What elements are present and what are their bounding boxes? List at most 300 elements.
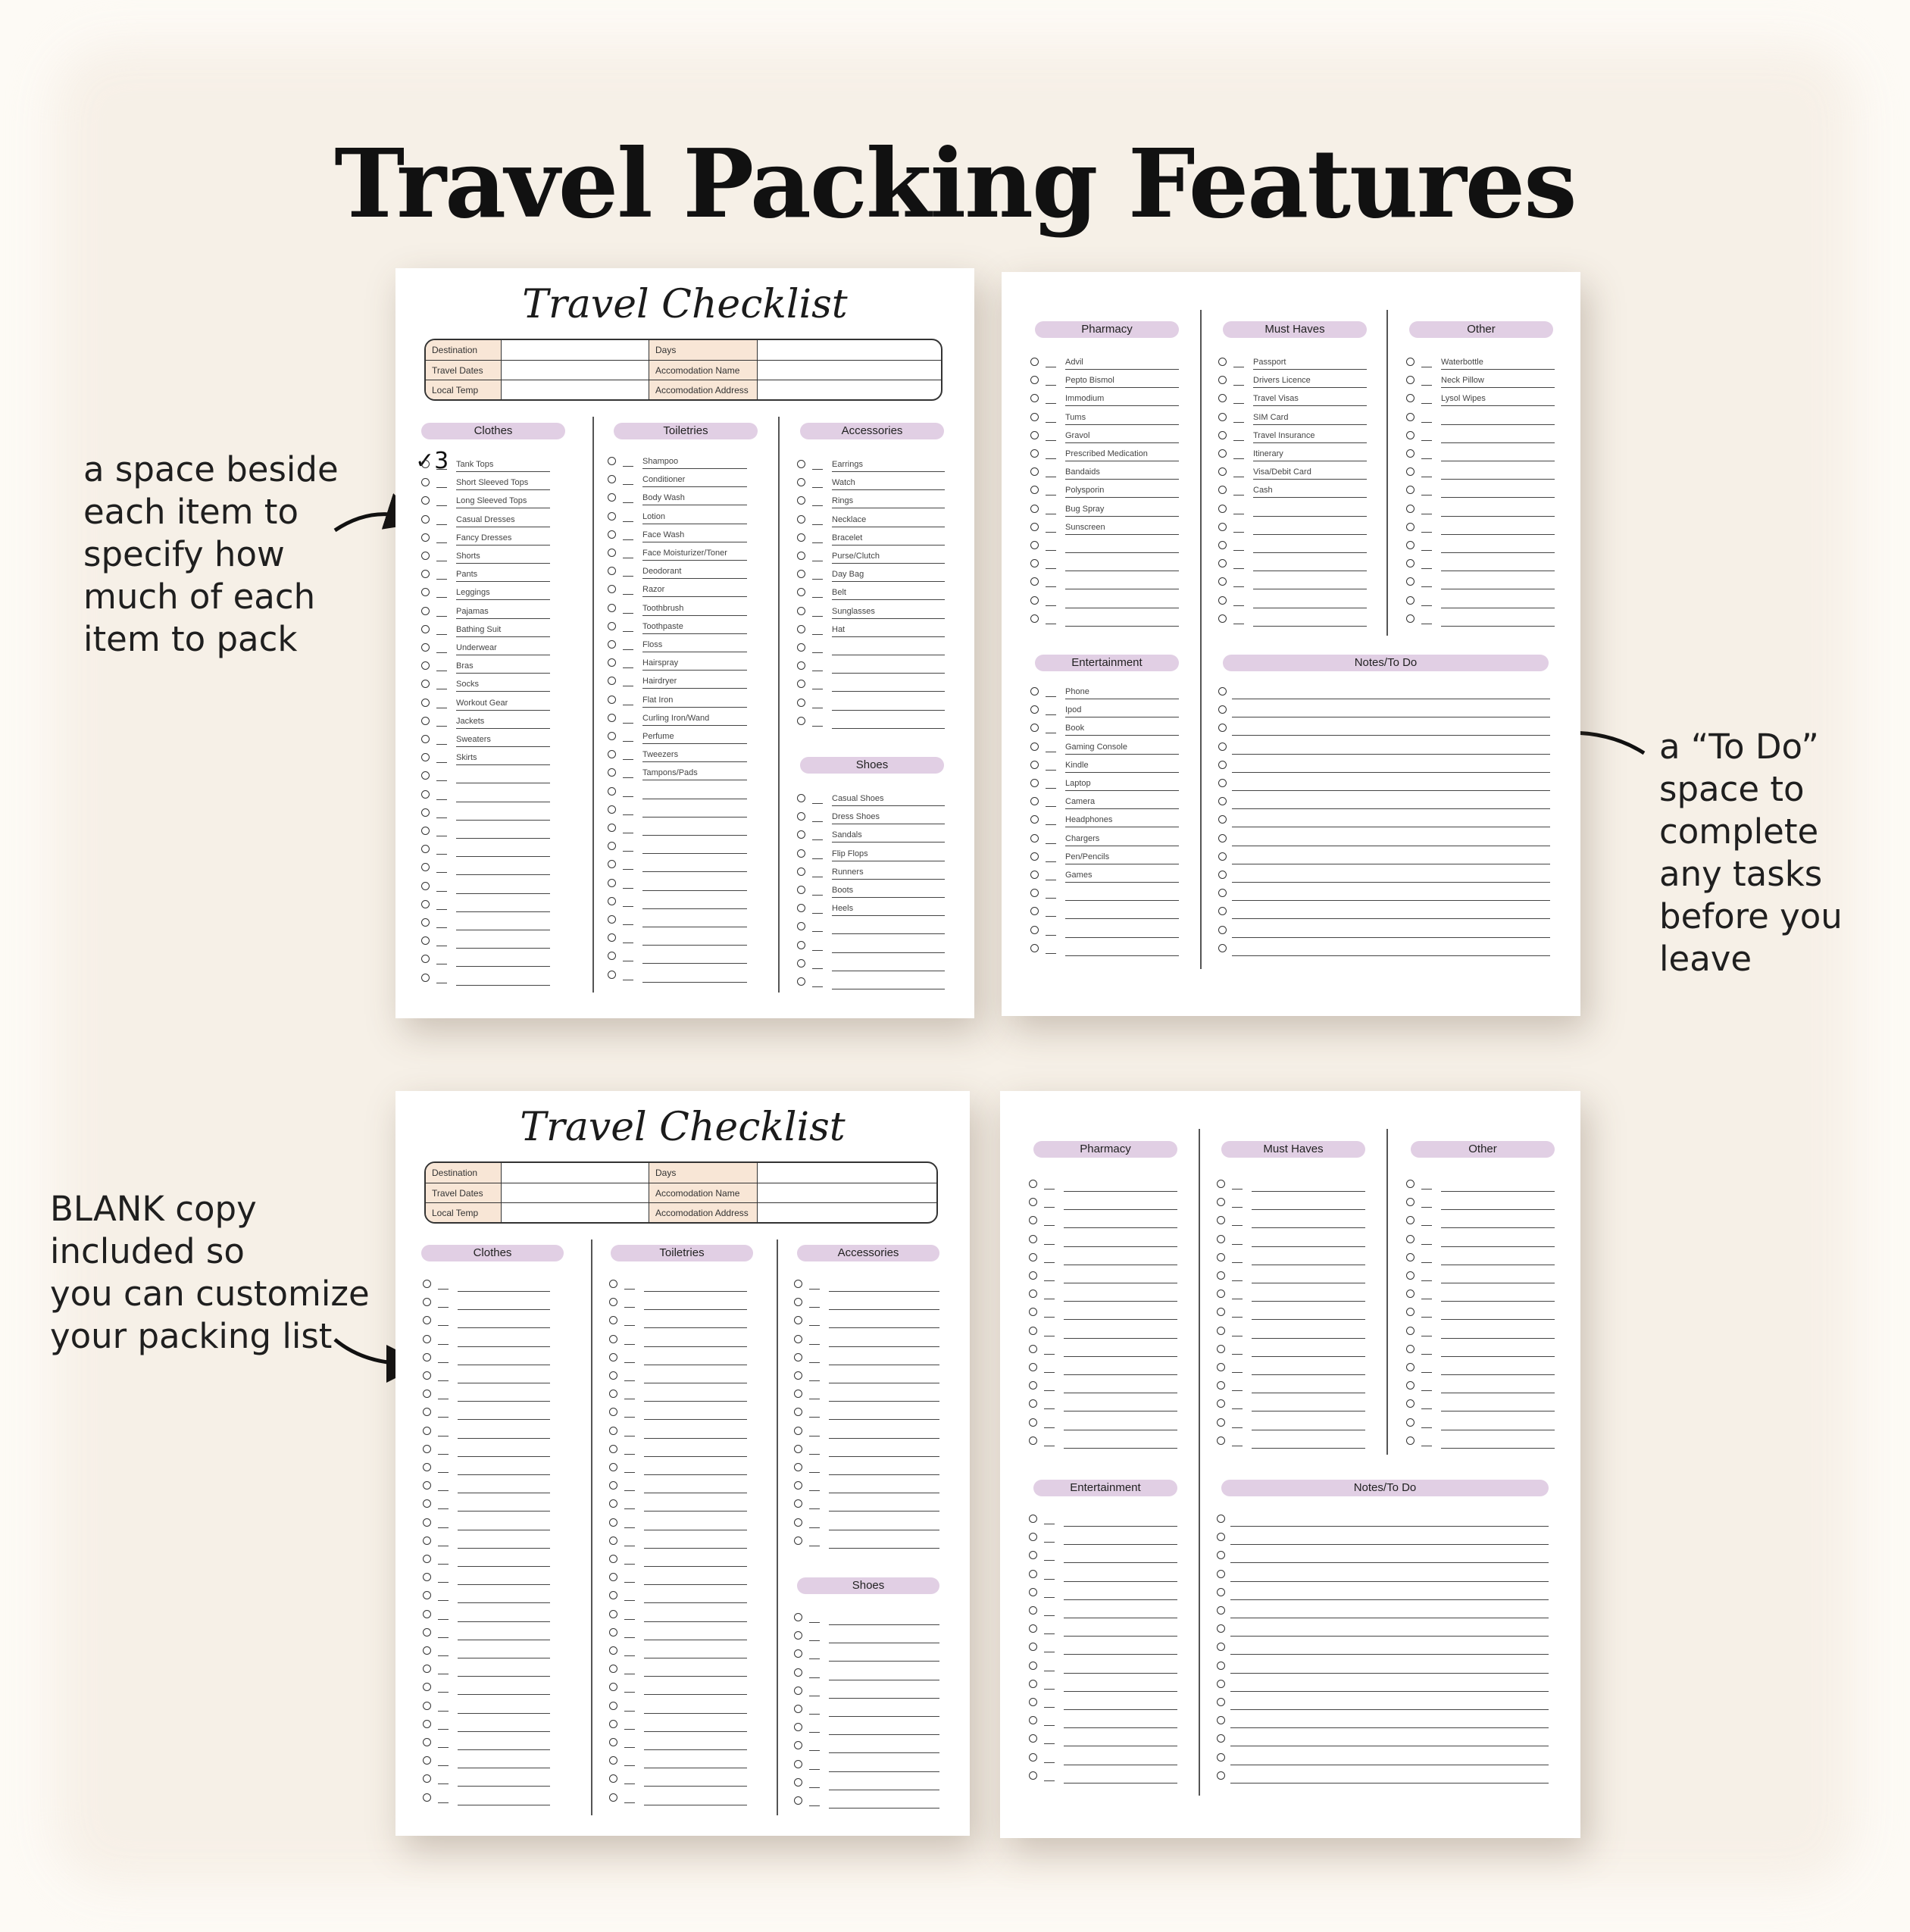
item-line[interactable] <box>1441 1356 1555 1357</box>
quantity-blank[interactable] <box>624 1344 635 1345</box>
item-line[interactable] <box>1230 1636 1549 1637</box>
item-line[interactable] <box>1065 479 1179 480</box>
checkbox-icon[interactable] <box>794 1499 802 1508</box>
checkbox-icon[interactable] <box>1030 944 1039 952</box>
item-line[interactable] <box>1232 772 1550 773</box>
quantity-blank[interactable] <box>1421 1189 1432 1190</box>
checkbox-icon[interactable] <box>1218 761 1227 769</box>
checkbox-icon[interactable] <box>421 955 430 963</box>
item-line[interactable] <box>642 982 747 983</box>
checkbox-icon[interactable] <box>1030 834 1039 843</box>
checkbox-icon[interactable] <box>1406 467 1415 476</box>
quantity-blank[interactable] <box>1233 586 1244 587</box>
quantity-blank[interactable] <box>1421 458 1432 459</box>
checkbox-icon[interactable] <box>797 794 805 802</box>
item-line[interactable] <box>1230 1581 1549 1582</box>
checkbox-icon[interactable] <box>1029 1363 1037 1371</box>
quantity-blank[interactable] <box>1421 1262 1432 1263</box>
quantity-blank[interactable] <box>1044 1762 1055 1763</box>
item-line[interactable] <box>1232 808 1550 809</box>
quantity-blank[interactable] <box>1044 1390 1055 1391</box>
checkbox-icon[interactable] <box>609 1280 617 1288</box>
checkbox-icon[interactable] <box>1406 1308 1415 1316</box>
item-line[interactable] <box>1064 1301 1177 1302</box>
checkbox-icon[interactable] <box>423 1316 431 1324</box>
item-line[interactable] <box>1065 424 1179 425</box>
quantity-blank[interactable] <box>438 1655 449 1656</box>
checkbox-icon[interactable] <box>797 625 805 633</box>
item-line[interactable] <box>1230 1691 1549 1692</box>
checkbox-icon[interactable] <box>797 533 805 542</box>
item-line[interactable] <box>642 853 747 854</box>
checkbox-icon[interactable] <box>1030 926 1039 934</box>
checkbox-icon[interactable] <box>609 1610 617 1618</box>
quantity-blank[interactable] <box>436 469 447 470</box>
quantity-blank[interactable] <box>1421 495 1432 496</box>
item-line[interactable] <box>642 835 747 836</box>
quantity-blank[interactable] <box>623 667 633 668</box>
checkbox-icon[interactable] <box>1029 1235 1037 1243</box>
item-line[interactable] <box>644 1786 747 1787</box>
checkbox-icon[interactable] <box>608 604 616 612</box>
checkbox-icon[interactable] <box>608 457 616 465</box>
quantity-blank[interactable] <box>809 1472 820 1473</box>
checkbox-icon[interactable] <box>794 1613 802 1621</box>
quantity-blank[interactable] <box>1044 1408 1055 1409</box>
item-line[interactable] <box>456 746 550 747</box>
checkbox-icon[interactable] <box>1406 1418 1415 1427</box>
item-line[interactable] <box>642 725 747 726</box>
item-line[interactable] <box>1064 1562 1177 1563</box>
item-line[interactable] <box>644 1474 747 1475</box>
checkbox-icon[interactable] <box>1217 1662 1225 1670</box>
item-line[interactable] <box>644 1566 747 1567</box>
checkbox-icon[interactable] <box>1218 944 1227 952</box>
quantity-blank[interactable] <box>1046 440 1056 441</box>
quantity-blank[interactable] <box>1232 1280 1243 1281</box>
checkbox-icon[interactable] <box>797 904 805 912</box>
item-line[interactable] <box>1232 900 1550 901</box>
quantity-blank[interactable] <box>1044 1189 1055 1190</box>
item-line[interactable] <box>458 1566 550 1567</box>
quantity-blank[interactable] <box>812 950 823 951</box>
quantity-blank[interactable] <box>809 1454 820 1455</box>
checkbox-icon[interactable] <box>797 959 805 968</box>
checkbox-icon[interactable] <box>1029 1570 1037 1578</box>
checkbox-icon[interactable] <box>1029 1180 1037 1188</box>
item-line[interactable] <box>829 1752 939 1753</box>
item-line[interactable] <box>1064 1356 1177 1357</box>
checkbox-icon[interactable] <box>1218 834 1227 843</box>
quantity-blank[interactable] <box>812 616 823 617</box>
checkbox-icon[interactable] <box>1218 376 1227 384</box>
quantity-blank[interactable] <box>1046 861 1056 862</box>
item-line[interactable] <box>1441 1338 1555 1339</box>
quantity-blank[interactable] <box>1421 422 1432 423</box>
item-line[interactable] <box>829 1548 939 1549</box>
item-line[interactable] <box>829 1401 939 1402</box>
quantity-blank[interactable] <box>1046 458 1056 459</box>
item-line[interactable] <box>458 1511 550 1512</box>
checkbox-icon[interactable] <box>794 1408 802 1416</box>
item-line[interactable] <box>832 618 945 619</box>
quantity-blank[interactable] <box>624 1490 635 1491</box>
item-line[interactable] <box>1064 1319 1177 1320</box>
item-line[interactable] <box>644 1548 747 1549</box>
checkbox-icon[interactable] <box>1029 1588 1037 1596</box>
checkbox-icon[interactable] <box>421 460 430 468</box>
item-line[interactable] <box>1253 516 1367 517</box>
checkbox-icon[interactable] <box>1030 779 1039 787</box>
quantity-blank[interactable] <box>1421 1372 1432 1373</box>
checkbox-icon[interactable] <box>1030 541 1039 549</box>
quantity-blank[interactable] <box>1046 422 1056 423</box>
quantity-blank[interactable] <box>812 986 823 987</box>
item-line[interactable] <box>1065 497 1179 498</box>
checkbox-icon[interactable] <box>1217 1253 1225 1261</box>
checkbox-icon[interactable] <box>1030 724 1039 732</box>
item-line[interactable] <box>458 1474 550 1475</box>
quantity-blank[interactable] <box>438 1472 449 1473</box>
checkbox-icon[interactable] <box>608 585 616 593</box>
checkbox-icon[interactable] <box>1406 523 1415 531</box>
checkbox-icon[interactable] <box>609 1499 617 1508</box>
item-line[interactable] <box>456 856 550 857</box>
item-line[interactable] <box>456 673 550 674</box>
item-line[interactable] <box>829 1327 939 1328</box>
checkbox-icon[interactable] <box>1217 1290 1225 1298</box>
checkbox-icon[interactable] <box>1029 1734 1037 1743</box>
item-line[interactable] <box>1232 790 1550 791</box>
item-line[interactable] <box>458 1713 550 1714</box>
checkbox-icon[interactable] <box>1217 1271 1225 1280</box>
checkbox-icon[interactable] <box>794 1353 802 1361</box>
checkbox-icon[interactable] <box>1406 1253 1415 1261</box>
quantity-blank[interactable] <box>1044 1633 1055 1634</box>
item-line[interactable] <box>644 1419 747 1420</box>
item-line[interactable] <box>456 948 550 949</box>
item-line[interactable] <box>1230 1599 1549 1600</box>
checkbox-icon[interactable] <box>1029 1216 1037 1224</box>
checkbox-icon[interactable] <box>1218 541 1227 549</box>
item-line[interactable] <box>1441 516 1555 517</box>
checkbox-icon[interactable] <box>608 696 616 704</box>
item-line[interactable] <box>1230 1544 1549 1545</box>
quantity-blank[interactable] <box>1421 1225 1432 1226</box>
checkbox-icon[interactable] <box>1029 1643 1037 1651</box>
quantity-blank[interactable] <box>1421 1317 1432 1318</box>
item-line[interactable] <box>1065 735 1179 736</box>
item-line[interactable] <box>1253 405 1367 406</box>
item-line[interactable] <box>1064 1374 1177 1375</box>
checkbox-icon[interactable] <box>423 1774 431 1783</box>
checkbox-icon[interactable] <box>797 922 805 930</box>
quantity-blank[interactable] <box>812 524 823 525</box>
checkbox-icon[interactable] <box>608 971 616 979</box>
quantity-blank[interactable] <box>1232 1427 1243 1428</box>
quantity-blank[interactable] <box>623 759 633 760</box>
item-line[interactable] <box>1065 790 1179 791</box>
checkbox-icon[interactable] <box>608 732 616 740</box>
item-line[interactable] <box>456 489 550 490</box>
checkbox-icon[interactable] <box>609 1408 617 1416</box>
checkbox-icon[interactable] <box>1030 376 1039 384</box>
quantity-blank[interactable] <box>1046 935 1056 936</box>
item-line[interactable] <box>458 1419 550 1420</box>
item-line[interactable] <box>458 1676 550 1677</box>
quantity-blank[interactable] <box>436 799 447 800</box>
checkbox-icon[interactable] <box>1030 559 1039 567</box>
item-line[interactable] <box>1252 1209 1365 1210</box>
quantity-blank[interactable] <box>438 1802 449 1803</box>
checkbox-icon[interactable] <box>1029 1381 1037 1390</box>
checkbox-icon[interactable] <box>608 952 616 960</box>
quantity-blank[interactable] <box>1044 1262 1055 1263</box>
item-line[interactable] <box>1232 955 1550 956</box>
quantity-blank[interactable] <box>809 1362 820 1363</box>
checkbox-icon[interactable] <box>1030 596 1039 605</box>
checkbox-icon[interactable] <box>1218 394 1227 402</box>
checkbox-icon[interactable] <box>423 1353 431 1361</box>
quantity-blank[interactable] <box>438 1417 449 1418</box>
item-line[interactable] <box>1253 552 1367 553</box>
checkbox-icon[interactable] <box>1029 1308 1037 1316</box>
quantity-blank[interactable] <box>623 814 633 815</box>
item-line[interactable] <box>1253 497 1367 498</box>
quantity-blank[interactable] <box>812 839 823 840</box>
checkbox-icon[interactable] <box>1030 687 1039 696</box>
checkbox-icon[interactable] <box>794 1518 802 1527</box>
checkbox-icon[interactable] <box>423 1610 431 1618</box>
checkbox-icon[interactable] <box>1029 1606 1037 1615</box>
quantity-blank[interactable] <box>812 652 823 653</box>
item-line[interactable] <box>1064 1246 1177 1247</box>
item-line[interactable] <box>1253 369 1367 370</box>
checkbox-icon[interactable] <box>1030 614 1039 623</box>
checkbox-icon[interactable] <box>423 1665 431 1673</box>
quantity-blank[interactable] <box>438 1508 449 1509</box>
checkbox-icon[interactable] <box>1406 1271 1415 1280</box>
quantity-blank[interactable] <box>624 1655 635 1656</box>
checkbox-icon[interactable] <box>423 1555 431 1563</box>
checkbox-icon[interactable] <box>794 1796 802 1805</box>
checkbox-icon[interactable] <box>1029 1624 1037 1633</box>
checkbox-icon[interactable] <box>1406 376 1415 384</box>
quantity-blank[interactable] <box>812 803 823 804</box>
quantity-blank[interactable] <box>624 1582 635 1583</box>
checkbox-icon[interactable] <box>609 1537 617 1545</box>
item-line[interactable] <box>644 1676 747 1677</box>
quantity-blank[interactable] <box>438 1692 449 1693</box>
quantity-blank[interactable] <box>624 1472 635 1473</box>
item-line[interactable] <box>1064 1727 1177 1728</box>
item-line[interactable] <box>1065 626 1179 627</box>
item-line[interactable] <box>1064 1526 1177 1527</box>
item-line[interactable] <box>458 1456 550 1457</box>
item-line[interactable] <box>1441 442 1555 443</box>
quantity-blank[interactable] <box>1232 1317 1243 1318</box>
checkbox-icon[interactable] <box>1217 1418 1225 1427</box>
item-line[interactable] <box>1441 1227 1555 1228</box>
quantity-blank[interactable] <box>623 613 633 614</box>
quantity-blank[interactable] <box>1046 953 1056 954</box>
checkbox-icon[interactable] <box>794 1335 802 1343</box>
quantity-blank[interactable] <box>1046 403 1056 404</box>
item-line[interactable] <box>1252 1374 1365 1375</box>
quantity-blank[interactable] <box>809 1622 820 1623</box>
checkbox-icon[interactable] <box>421 588 430 596</box>
item-line[interactable] <box>832 728 945 729</box>
quantity-blank[interactable] <box>809 1732 820 1733</box>
quantity-blank[interactable] <box>436 542 447 543</box>
checkbox-icon[interactable] <box>421 771 430 780</box>
quantity-blank[interactable] <box>1232 1207 1243 1208</box>
item-line[interactable] <box>1441 1319 1555 1320</box>
checkbox-icon[interactable] <box>1406 1198 1415 1206</box>
quantity-blank[interactable] <box>1046 605 1056 606</box>
checkbox-icon[interactable] <box>609 1646 617 1655</box>
checkbox-icon[interactable] <box>608 879 616 887</box>
item-line[interactable] <box>642 963 747 964</box>
checkbox-icon[interactable] <box>609 1445 617 1453</box>
quantity-blank[interactable] <box>812 968 823 969</box>
checkbox-icon[interactable] <box>608 860 616 868</box>
item-line[interactable] <box>456 710 550 711</box>
quantity-blank[interactable] <box>1233 458 1244 459</box>
checkbox-icon[interactable] <box>423 1445 431 1453</box>
quantity-blank[interactable] <box>809 1527 820 1528</box>
checkbox-icon[interactable] <box>609 1427 617 1435</box>
checkbox-icon[interactable] <box>794 1649 802 1658</box>
checkbox-icon[interactable] <box>423 1683 431 1691</box>
checkbox-icon[interactable] <box>421 808 430 817</box>
item-line[interactable] <box>1065 882 1179 883</box>
checkbox-icon[interactable] <box>1030 449 1039 458</box>
checkbox-icon[interactable] <box>1030 761 1039 769</box>
item-line[interactable] <box>1253 424 1367 425</box>
quantity-blank[interactable] <box>809 1769 820 1770</box>
checkbox-icon[interactable] <box>1218 871 1227 879</box>
checkbox-icon[interactable] <box>421 496 430 505</box>
checkbox-icon[interactable] <box>421 661 430 670</box>
quantity-blank[interactable] <box>1421 1390 1432 1391</box>
item-line[interactable] <box>1253 387 1367 388</box>
checkbox-icon[interactable] <box>421 515 430 524</box>
quantity-blank[interactable] <box>624 1765 635 1766</box>
checkbox-icon[interactable] <box>421 753 430 761</box>
item-line[interactable] <box>458 1731 550 1732</box>
quantity-blank[interactable] <box>438 1325 449 1326</box>
quantity-blank[interactable] <box>812 895 823 896</box>
checkbox-icon[interactable] <box>797 607 805 615</box>
item-line[interactable] <box>1253 442 1367 443</box>
item-line[interactable] <box>832 897 945 898</box>
checkbox-icon[interactable] <box>421 882 430 890</box>
quantity-blank[interactable] <box>1046 385 1056 386</box>
checkbox-icon[interactable] <box>797 588 805 596</box>
checkbox-icon[interactable] <box>1217 1606 1225 1615</box>
quantity-blank[interactable] <box>1046 824 1056 825</box>
checkbox-icon[interactable] <box>794 1631 802 1640</box>
quantity-blank[interactable] <box>1421 605 1432 606</box>
item-line[interactable] <box>456 911 550 912</box>
checkbox-icon[interactable] <box>1217 1381 1225 1390</box>
quantity-blank[interactable] <box>436 909 447 910</box>
checkbox-icon[interactable] <box>609 1353 617 1361</box>
checkbox-icon[interactable] <box>1406 1399 1415 1408</box>
checkbox-icon[interactable] <box>1029 1551 1037 1559</box>
quantity-blank[interactable] <box>438 1619 449 1620</box>
quantity-blank[interactable] <box>436 762 447 763</box>
quantity-blank[interactable] <box>438 1747 449 1748</box>
quantity-blank[interactable] <box>623 649 633 650</box>
item-line[interactable] <box>1065 534 1179 535</box>
item-line[interactable] <box>644 1327 747 1328</box>
item-line[interactable] <box>1252 1227 1365 1228</box>
checkbox-icon[interactable] <box>608 768 616 777</box>
item-line[interactable] <box>1441 534 1555 535</box>
quantity-blank[interactable] <box>1233 550 1244 551</box>
checkbox-icon[interactable] <box>1406 1235 1415 1243</box>
item-line[interactable] <box>1065 937 1179 938</box>
checkbox-icon[interactable] <box>1406 1327 1415 1335</box>
checkbox-icon[interactable] <box>1030 358 1039 366</box>
checkbox-icon[interactable] <box>1217 1734 1225 1743</box>
checkbox-icon[interactable] <box>421 936 430 945</box>
item-line[interactable] <box>1253 479 1367 480</box>
checkbox-icon[interactable] <box>794 1778 802 1787</box>
quantity-blank[interactable] <box>438 1527 449 1528</box>
quantity-blank[interactable] <box>812 726 823 727</box>
checkbox-icon[interactable] <box>1406 449 1415 458</box>
checkbox-icon[interactable] <box>609 1371 617 1380</box>
quantity-blank[interactable] <box>623 924 633 925</box>
checkbox-icon[interactable] <box>797 478 805 486</box>
item-line[interactable] <box>832 489 945 490</box>
quantity-blank[interactable] <box>1044 1579 1055 1580</box>
item-line[interactable] <box>642 578 747 579</box>
item-line[interactable] <box>1230 1727 1549 1728</box>
checkbox-icon[interactable] <box>1030 907 1039 915</box>
checkbox-icon[interactable] <box>609 1793 617 1802</box>
checkbox-icon[interactable] <box>423 1463 431 1471</box>
item-line[interactable] <box>458 1786 550 1787</box>
checkbox-icon[interactable] <box>797 830 805 839</box>
quantity-blank[interactable] <box>1232 1189 1243 1190</box>
checkbox-icon[interactable] <box>1406 1363 1415 1371</box>
checkbox-icon[interactable] <box>423 1702 431 1710</box>
item-line[interactable] <box>644 1584 747 1585</box>
checkbox-icon[interactable] <box>1406 1180 1415 1188</box>
quantity-blank[interactable] <box>1046 788 1056 789</box>
checkbox-icon[interactable] <box>1218 505 1227 513</box>
item-line[interactable] <box>1064 1673 1177 1674</box>
checkbox-icon[interactable] <box>1217 1180 1225 1188</box>
checkbox-icon[interactable] <box>421 845 430 853</box>
checkbox-icon[interactable] <box>1217 1588 1225 1596</box>
item-line[interactable] <box>1065 772 1179 773</box>
item-line[interactable] <box>456 618 550 619</box>
checkbox-icon[interactable] <box>1029 1533 1037 1541</box>
quantity-blank[interactable] <box>1233 385 1244 386</box>
quantity-blank[interactable] <box>624 1564 635 1565</box>
checkbox-icon[interactable] <box>1406 559 1415 567</box>
quantity-blank[interactable] <box>623 723 633 724</box>
quantity-blank[interactable] <box>624 1380 635 1381</box>
item-line[interactable] <box>456 636 550 637</box>
checkbox-icon[interactable] <box>797 849 805 858</box>
quantity-blank[interactable] <box>436 872 447 873</box>
